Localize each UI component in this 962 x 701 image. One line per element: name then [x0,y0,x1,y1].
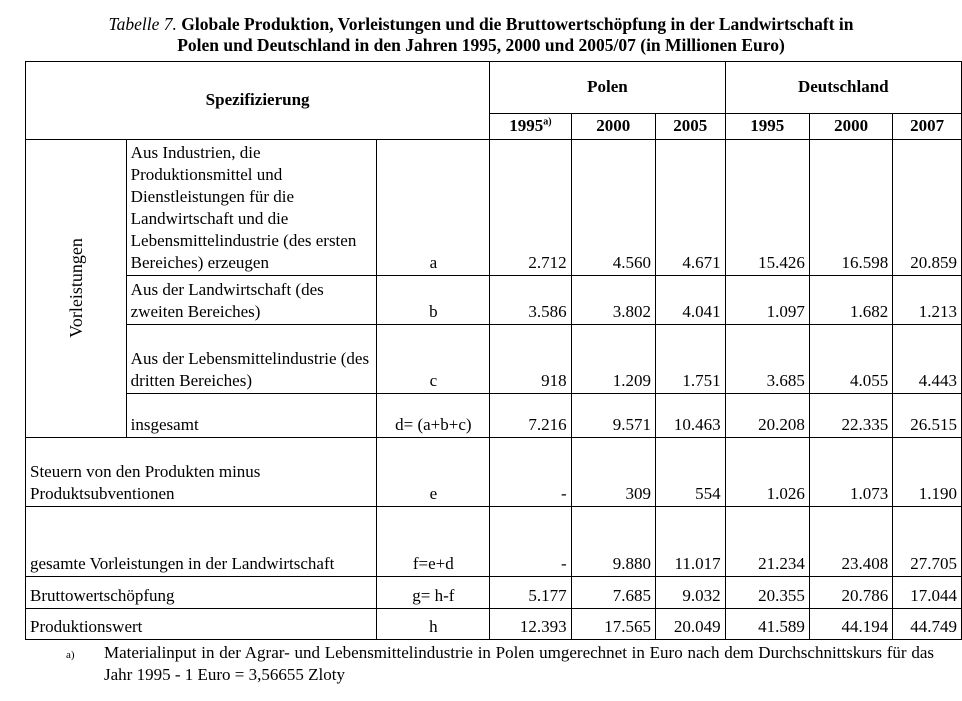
header-spezifizierung: Spezifizierung [26,62,490,140]
cell-value: 12.393 [490,609,571,640]
cell-value: 4.041 [655,276,725,325]
year-de-2000: 2000 [809,114,892,140]
cell-value: 11.017 [655,507,725,577]
row-formula: f=e+d [377,507,490,577]
cell-value: 1.751 [655,325,725,394]
cell-value: 22.335 [809,394,892,438]
cell-value: 44.194 [809,609,892,640]
row-formula: e [377,438,490,507]
cell-value: 5.177 [490,577,571,609]
cell-value: 27.705 [893,507,962,577]
cell-value: 9.032 [655,577,725,609]
cell-value: 1.209 [571,325,655,394]
header-deutschland: Deutschland [725,62,961,114]
cell-value: 4.055 [809,325,892,394]
year-de-1995: 1995 [725,114,809,140]
cell-value: 1.682 [809,276,892,325]
row-desc: Bruttowertschöpfung [26,577,377,609]
table-caption [0,14,962,56]
cell-value: 17.044 [893,577,962,609]
year-pl-2000: 2000 [571,114,655,140]
caption-label: Tabelle 7. [108,14,177,34]
data-table [25,61,962,640]
row-formula: h [377,609,490,640]
table-row [26,325,962,394]
row-desc: Produktionswert [26,609,377,640]
cell-value: 309 [571,438,655,507]
cell-value: 41.589 [725,609,809,640]
table-row [26,140,962,276]
cell-value: - [490,438,571,507]
cell-value: 4.671 [655,140,725,276]
row-formula: d= (a+b+c) [377,394,490,438]
table-row [26,276,962,325]
footnote-text: Materialinput in der Agrar- und Lebensmittelindustrie in Polen umgerechnet in Euro nach dem Durchschnittskurs für das Jahr 1995 - 1 Euro = 3,56655 Zloty [104,643,934,684]
year-pl-1995: 1995$^{a)}$ [490,114,571,140]
row-formula: c [377,325,490,394]
cell-value: 554 [655,438,725,507]
cell-value: 1.026 [725,438,809,507]
cell-value: 3.685 [725,325,809,394]
row-formula: b [377,276,490,325]
row-desc: insgesamt [126,394,377,438]
year-de-2007: 2007 [893,114,962,140]
caption-line2: Polen und Deutschland in den Jahren 1995, 2000 und 2005/07 (in Millionen Euro) [177,35,785,55]
cell-value: 9.571 [571,394,655,438]
cell-value: 17.565 [571,609,655,640]
row-formula: a [377,140,490,276]
cell-value: 20.049 [655,609,725,640]
caption-line1: Globale Produktion, Vorleistungen und die Bruttowertschöpfung in der Landwirtschaft in [181,14,854,34]
cell-value: 20.859 [893,140,962,276]
cell-value: 4.443 [893,325,962,394]
cell-value: 21.234 [725,507,809,577]
row-desc: Aus der Landwirtschaft (des zweiten Bereiches) [126,276,377,325]
cell-value: 7.216 [490,394,571,438]
cell-value: 23.408 [809,507,892,577]
cell-value: 1.073 [809,438,892,507]
cell-value: 7.685 [571,577,655,609]
table-row [26,577,962,609]
cell-value: 2.712 [490,140,571,276]
cell-value: 15.426 [725,140,809,276]
cell-value: - [490,507,571,577]
cell-value: 10.463 [655,394,725,438]
cell-value: 1.213 [893,276,962,325]
row-desc: Aus der Lebensmittelindustrie (des dritten Bereiches) [126,325,377,394]
footnote-mark: a) [66,649,75,661]
year-footnote-mark: a) [543,116,552,128]
cell-value: 16.598 [809,140,892,276]
cell-value: 4.560 [571,140,655,276]
cell-value: 26.515 [893,394,962,438]
cell-value: 44.749 [893,609,962,640]
cell-value: 20.208 [725,394,809,438]
cell-value: 9.880 [571,507,655,577]
cell-value: 1.190 [893,438,962,507]
cell-value: 20.786 [809,577,892,609]
cell-value: 3.802 [571,276,655,325]
table-row [26,394,962,438]
group-label-vorleistungen: Vorleistungen [26,140,127,438]
table-row [26,438,962,507]
cell-value: 20.355 [725,577,809,609]
row-desc: gesamte Vorleistungen in der Landwirtschaft [26,507,377,577]
year-pl-2005: 2005 [655,114,725,140]
row-formula: g= h-f [377,577,490,609]
table-row [26,609,962,640]
table-row [26,507,962,577]
cell-value: 3.586 [490,276,571,325]
row-desc: Steuern von den Produkten minus Produktsubventionen [26,438,377,507]
cell-value: 918 [490,325,571,394]
header-polen: Polen [490,62,725,114]
cell-value: 1.097 [725,276,809,325]
row-desc: Aus Industrien, die Produktionsmittel und Dienstleistungen für die Landwirtschaft und die Lebensmittelindustrie (des ersten Bereiches) erzeugen [126,140,377,276]
